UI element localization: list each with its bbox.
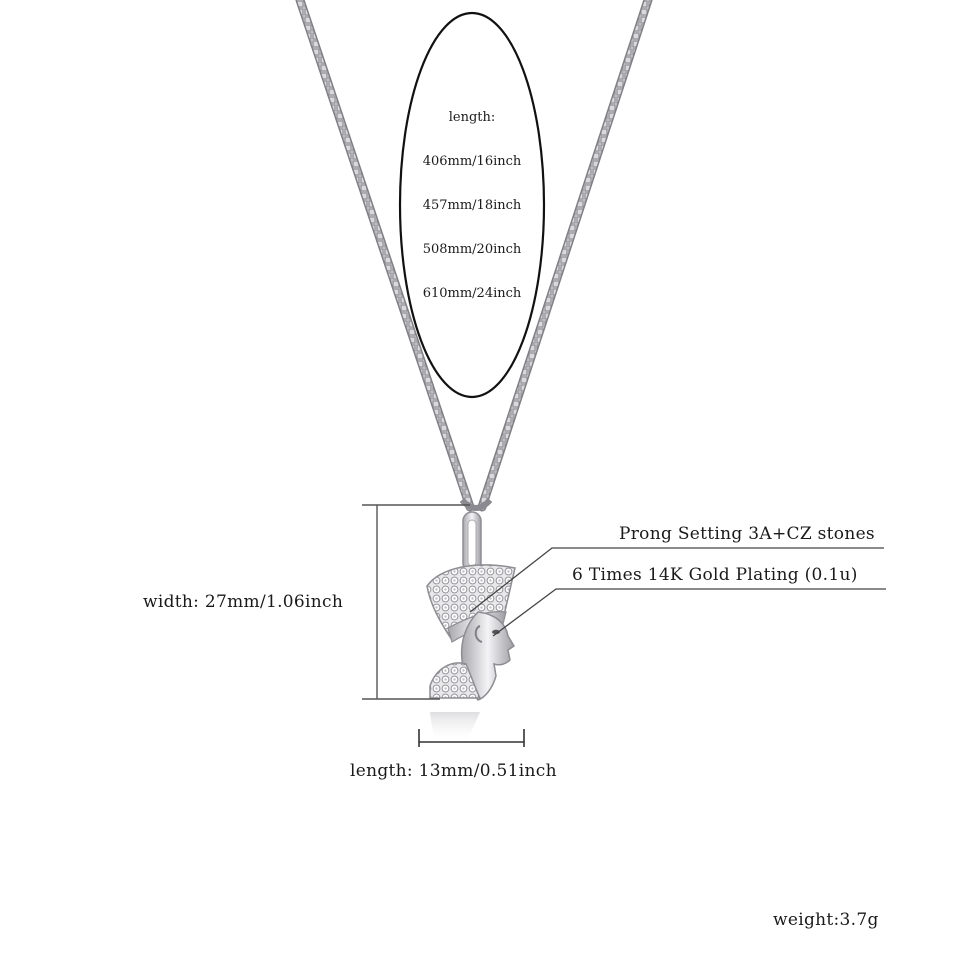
weight-label: weight:3.7g: [773, 910, 879, 930]
length-heading: length:: [448, 110, 496, 125]
callout-leader-lines: [470, 548, 886, 636]
prong-setting-callout: Prong Setting 3A+CZ stones: [619, 524, 875, 544]
pendant-bust: [427, 565, 515, 700]
plating-callout: 6 Times 14K Gold Plating (0.1u): [572, 565, 858, 585]
length-dimension-label: length: 13mm/0.51inch: [350, 761, 557, 781]
width-dimension-label: width: 27mm/1.06inch: [143, 592, 344, 612]
length-option-16inch: 406mm/16inch: [422, 154, 522, 169]
length-option-24inch: 610mm/24inch: [422, 286, 522, 301]
length-option-20inch: 508mm/20inch: [422, 242, 522, 257]
pendant-reflection: [430, 712, 480, 744]
length-option-18inch: 457mm/18inch: [422, 198, 522, 213]
pendant-bail: [463, 512, 481, 572]
